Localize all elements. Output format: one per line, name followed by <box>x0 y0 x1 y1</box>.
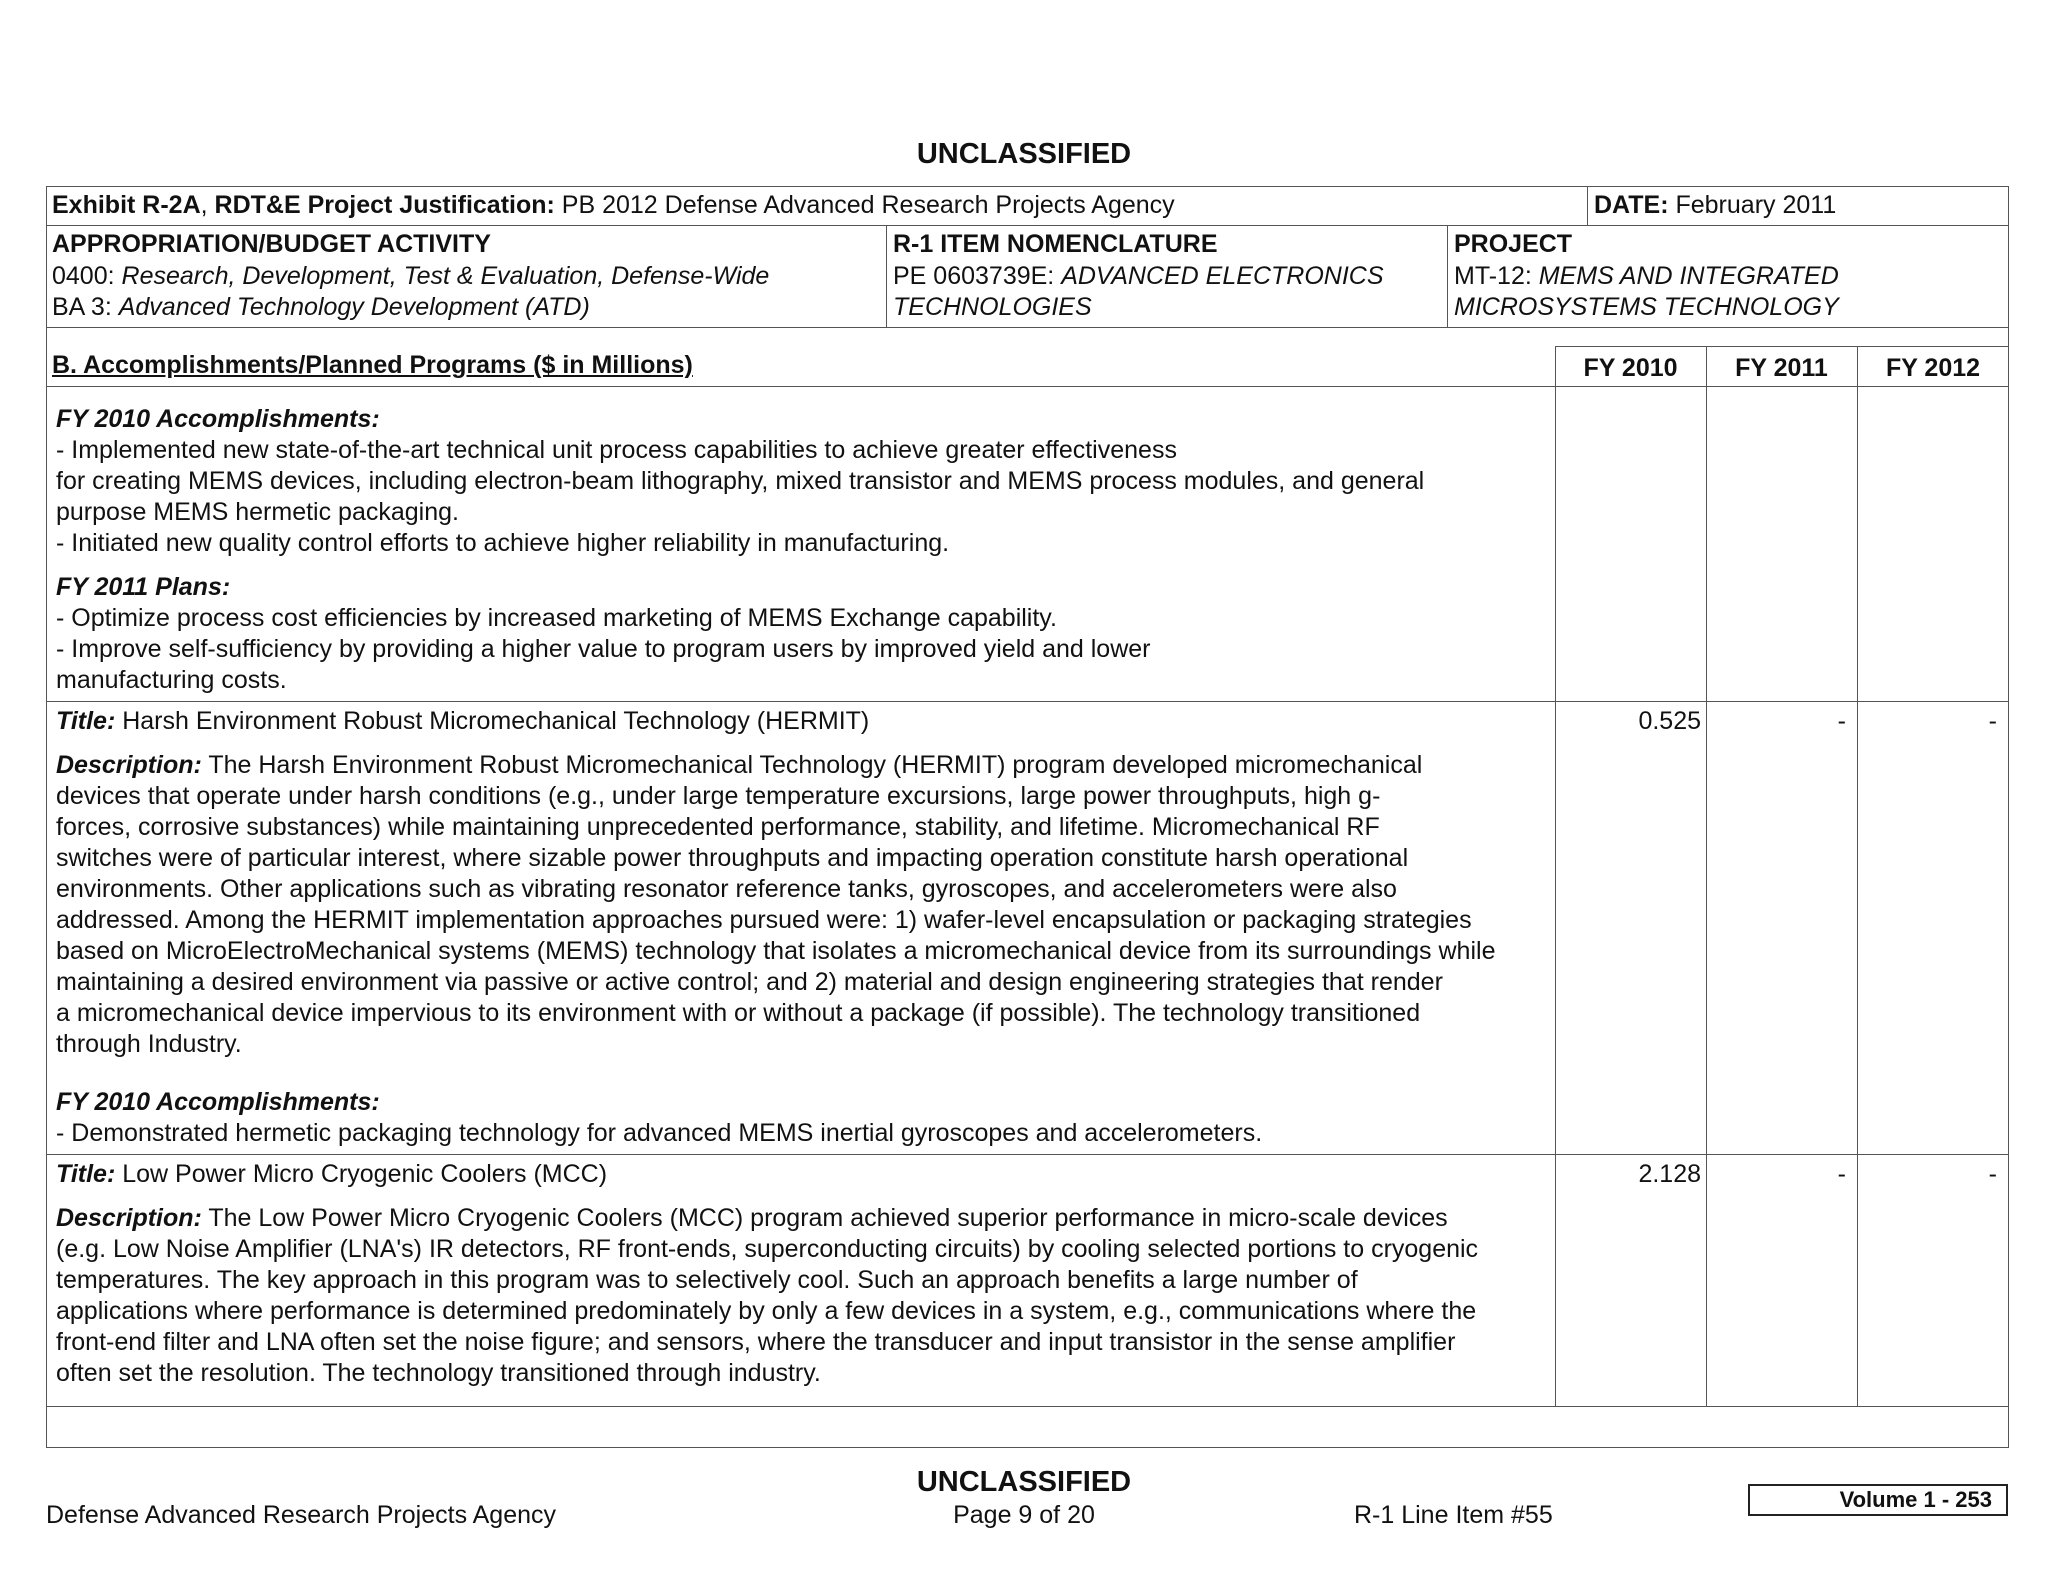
block1-acc-line: for creating MEMS devices, including electron-beam lithography, mixed transistor and MEMS process modules, and general <box>56 467 1425 495</box>
rule <box>1555 346 1556 1406</box>
footer-agency: Defense Advanced Research Projects Agency <box>46 1501 557 1529</box>
block2-acc-line: - Demonstrated hermetic packaging technology for advanced MEMS inertial gyroscopes and accelerometers. <box>56 1119 1263 1147</box>
block3-fy2012-value: - <box>1988 1160 1997 1188</box>
rule <box>46 386 2009 387</box>
fy-header: FY 2010 <box>1583 354 1678 382</box>
block2-fy2010-value: 0.525 <box>1638 707 1701 735</box>
rule <box>1857 346 1858 1406</box>
exhibit-title: Exhibit R-2A, RDT&E Project Justification: PB 2012 Defense Advanced Research Projects Agency <box>52 191 1175 219</box>
block3-desc-line: temperatures. The key approach in this program was to selectively cool. Such an approach benefits a large number of <box>56 1266 1358 1294</box>
r1-heading: R-1 ITEM NOMENCLATURE <box>893 230 1218 258</box>
block2-fy2011-value: - <box>1837 707 1846 735</box>
block3-desc-line: often set the resolution. The technology transitioned through industry. <box>56 1359 821 1387</box>
r1-line-2: TECHNOLOGIES <box>893 293 1092 321</box>
r1-line-1: PE 0603739E: ADVANCED ELECTRONICS <box>893 262 1384 290</box>
rule <box>886 225 887 327</box>
block2-acc-heading: FY 2010 Accomplishments: <box>56 1088 380 1116</box>
block3-desc-line: front-end filter and LNA often set the noise figure; and sensors, where the transducer and input transistor in the sense amplifier <box>56 1328 1456 1356</box>
block3-title: Title: Low Power Micro Cryogenic Coolers (MCC) <box>56 1160 608 1188</box>
rule <box>46 1154 2009 1155</box>
block1-plans-line: manufacturing costs. <box>56 666 287 694</box>
footer-line-item: R-1 Line Item #55 <box>1354 1501 1553 1529</box>
block2-desc-line: devices that operate under harsh conditions (e.g., under large temperature excursions, large power throughputs, high g- <box>56 782 1381 810</box>
block2-desc-line: a micromechanical device impervious to its environment with or without a package (if possible). The technology transitioned <box>56 999 1421 1027</box>
block1-acc-line: - Implemented new state-of-the-art technical unit process capabilities to achieve greater effectiveness <box>56 436 1177 464</box>
block1-plans-line: - Improve self-sufficiency by providing a higher value to program users by improved yield and lower <box>56 635 1151 663</box>
block3-desc-line: (e.g. Low Noise Amplifier (LNA's) IR detectors, RF front-ends, superconducting circuits) by cooling selected portions to cryogenic <box>56 1235 1479 1263</box>
appropriation-line-2: BA 3: Advanced Technology Development (ATD) <box>52 293 590 321</box>
project-line-1: MT-12: MEMS AND INTEGRATED <box>1454 262 1839 290</box>
fy-header: FY 2011 <box>1735 354 1828 382</box>
block2-desc-line: forces, corrosive substances) while maintaining unprecedented performance, stability, and lifetime. Micromechanical RF <box>56 813 1380 841</box>
block2-desc-line: based on MicroElectroMechanical systems (MEMS) technology that isolates a micromechanical device from its surroundings while <box>56 937 1496 965</box>
block3-fy2011-value: - <box>1837 1160 1846 1188</box>
block1-acc-line: - Initiated new quality control efforts to achieve higher reliability in manufacturing. <box>56 529 950 557</box>
rule <box>46 1406 2009 1407</box>
section-title: B. Accomplishments/Planned Programs ($ in Millions) <box>52 351 693 379</box>
block2-desc-line: addressed. Among the HERMIT implementation approaches pursued were: 1) wafer-level encapsulation or packaging strategies <box>56 906 1472 934</box>
block2-desc-line: through Industry. <box>56 1030 242 1058</box>
block3-desc-first: Description: The Low Power Micro Cryogenic Coolers (MCC) program achieved superior performance in micro-scale devices <box>56 1204 1448 1232</box>
volume-box: Volume 1 - 253 <box>1748 1484 2008 1516</box>
project-heading: PROJECT <box>1454 230 1573 258</box>
block1-acc-heading: FY 2010 Accomplishments: <box>56 405 380 433</box>
block2-desc-first: Description: The Harsh Environment Robust Micromechanical Technology (HERMIT) program developed micromechanical <box>56 751 1423 779</box>
block1-plans-line: - Optimize process cost efficiencies by increased marketing of MEMS Exchange capability. <box>56 604 1057 632</box>
classification-header: UNCLASSIFIED <box>916 138 1132 170</box>
block2-desc-line: environments. Other applications such as vibrating resonator reference tanks, gyroscopes, and accelerometers were also <box>56 875 1397 903</box>
appropriation-heading: APPROPRIATION/BUDGET ACTIVITY <box>52 230 491 258</box>
project-line-2: MICROSYSTEMS TECHNOLOGY <box>1454 293 1839 321</box>
block3-desc-line: applications where performance is determined predominately by only a few devices in a system, e.g., communications where the <box>56 1297 1477 1325</box>
block2-desc-line: switches were of particular interest, where sizable power throughputs and impacting operation constitute harsh operational <box>56 844 1409 872</box>
block1-plans-heading: FY 2011 Plans: <box>56 573 231 601</box>
block2-title: Title: Harsh Environment Robust Micromechanical Technology (HERMIT) <box>56 707 870 735</box>
block1-acc-line: purpose MEMS hermetic packaging. <box>56 498 459 526</box>
fy-header: FY 2012 <box>1885 354 1981 382</box>
footer-page: Page 9 of 20 <box>953 1501 1095 1529</box>
rule <box>46 225 2009 226</box>
rule <box>1447 225 1448 327</box>
rule <box>46 327 2009 328</box>
rule <box>1706 346 1707 1406</box>
rule <box>1587 186 1588 226</box>
rule <box>1555 346 2009 347</box>
block2-fy2012-value: - <box>1988 707 1997 735</box>
appropriation-line-1: 0400: Research, Development, Test & Evaluation, Defense-Wide <box>52 262 770 290</box>
exhibit-date: DATE: February 2011 <box>1594 191 1837 219</box>
rule <box>46 701 2009 702</box>
block2-desc-line: maintaining a desired environment via passive or active control; and 2) material and design engineering strategies that render <box>56 968 1443 996</box>
block3-fy2010-value: 2.128 <box>1638 1160 1701 1188</box>
classification-footer: UNCLASSIFIED <box>916 1466 1132 1498</box>
